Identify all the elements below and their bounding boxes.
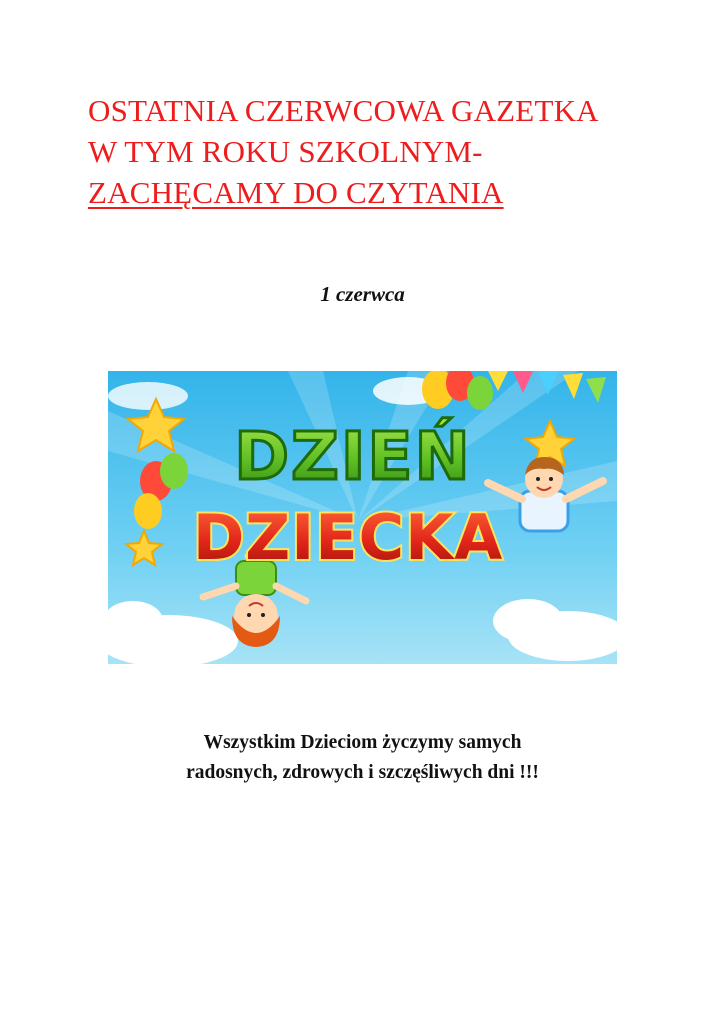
wish-line-1: Wszystkim Dzieciom życzymy samych: [203, 732, 522, 753]
title-line-3-text: ZACHĘCAMY DO CZYTANIA: [88, 175, 504, 210]
date-heading: 1 czerwca: [320, 282, 405, 306]
page-title: [88, 90, 648, 213]
banner-word-dziecka: DZIECKA: [192, 501, 504, 574]
dzien-dziecka-banner: [108, 371, 617, 664]
title-line-2: W TYM ROKU SZKOLNYM-: [88, 134, 483, 169]
title-line-3: [88, 172, 648, 213]
banner-illustration: [108, 371, 617, 664]
banner-word-dzien: DZIEŃ: [234, 418, 472, 495]
wish-line-2: radosnych, zdrowych i szczęśliwych dni !!!: [186, 762, 539, 783]
title-line-1: OSTATNIA CZERWCOWA GAZETKA: [88, 93, 599, 128]
wishes-paragraph: [0, 728, 725, 788]
